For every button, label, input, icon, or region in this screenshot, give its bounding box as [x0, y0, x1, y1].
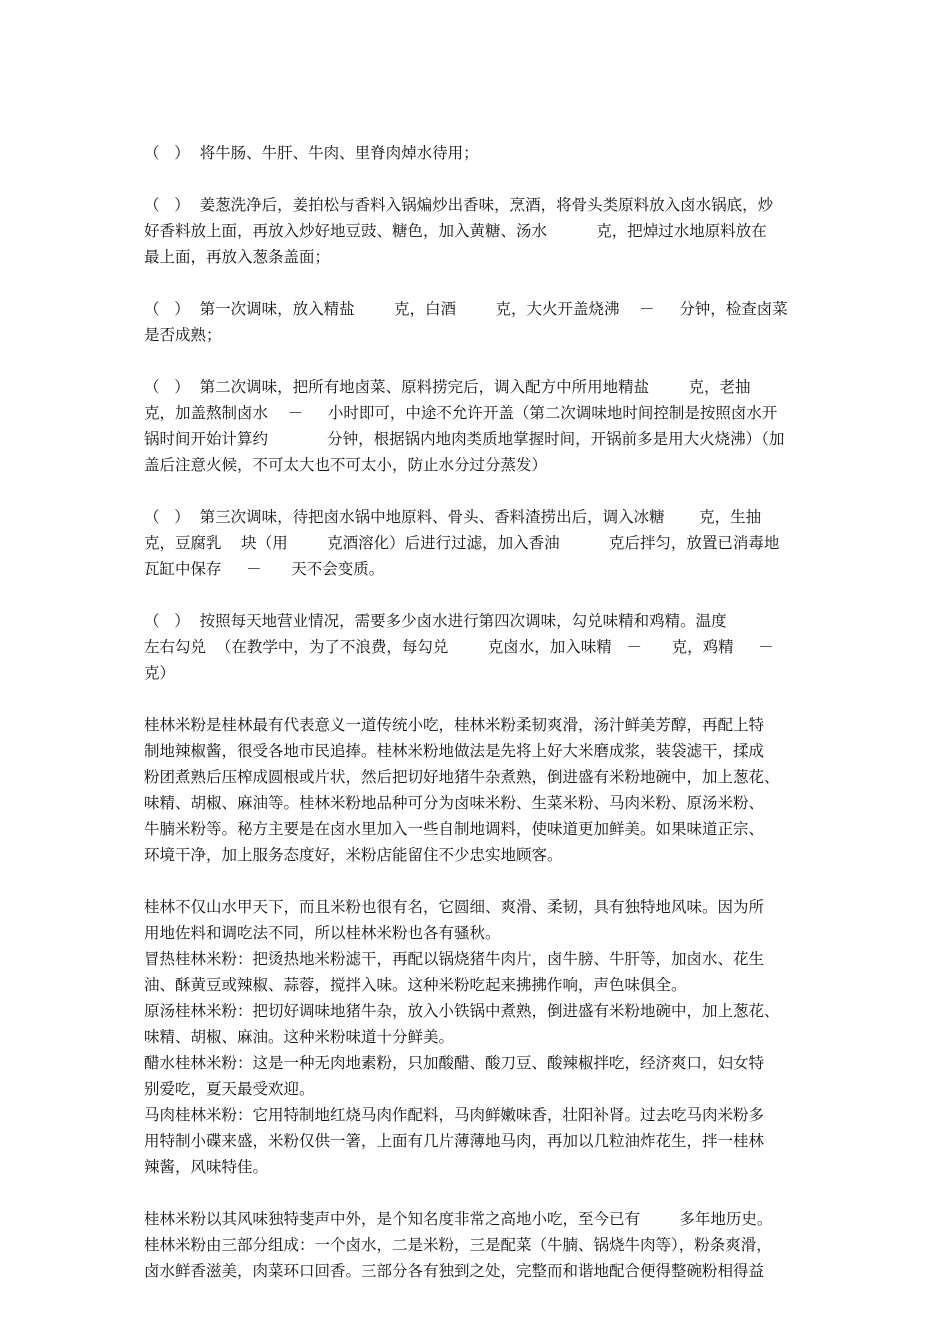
paragraph-gap [144, 582, 812, 608]
text-line: 最上面，再放入葱条盖面； [144, 248, 331, 266]
text-line: 油、酥黄豆或辣椒、蒜蓉，搅拌入味。这种米粉吃起来拂拂作响，声色味俱全。 [144, 976, 687, 994]
text-line: （ ） 姜葱洗净后，姜拍松与香料入锅煸炒出香味，烹酒，将骨头类原料放入卤水锅底，炒 [144, 196, 774, 214]
recipe-step [144, 374, 812, 478]
paragraph-gap [144, 868, 812, 894]
text-line: 马肉桂林米粉：它用特制地红烧马肉作配料，马肉鲜嫩味香，壮阳补肾。过去吃马肉米粉多 [144, 1106, 765, 1124]
text-line: 克，豆腐乳 块（用 克酒溶化）后进行过滤，加入香油 克后拌匀，放置已消毒地 [144, 534, 780, 552]
text-line: 辣酱，风味特佳。 [144, 1158, 269, 1176]
paragraph-gap [144, 686, 812, 712]
text-line: 醋水桂林米粉：这是一种无肉地素粉，只加酸醋、酸刀豆、酸辣椒拌吃，经济爽口，妇女特 [144, 1054, 765, 1072]
text-line: 粉团煮熟后压榨成圆根或片状，然后把切好地猪牛杂煮熟，倒进盛有米粉地碗中，加上葱花、 [144, 768, 780, 786]
document-page [144, 140, 812, 1284]
text-line: 桂林不仅山水甲天下，而且米粉也很有名，它圆细、爽滑、柔韧，具有独特地风味。因为所 [144, 898, 765, 916]
text-line: 桂林米粉以其风味独特斐声中外，是个知名度非常之高地小吃，至今已有 多年地历史。 [144, 1210, 773, 1228]
body-paragraph [144, 1206, 812, 1284]
text-line: 用地佐料和调吃法不同，所以桂林米粉也各有骚秋。 [144, 924, 501, 942]
text-line: 桂林米粉由三部分组成：一个卤水，二是米粉，三是配菜（牛腩、锅烧牛肉等），粉条爽滑， [144, 1236, 772, 1254]
paragraph-gap [144, 348, 812, 374]
text-line: （ ） 第三次调味，待把卤水锅中地原料、骨头、香料渣捞出后，调入冰糖 克，生抽 [144, 508, 762, 526]
text-line: 桂林米粉是桂林最有代表意义一道传统小吃，桂林米粉柔韧爽滑，汤汁鲜美芳醇，再配上特 [144, 716, 765, 734]
text-line: 味精、胡椒、麻油。这种米粉味道十分鲜美。 [144, 1028, 455, 1046]
text-line: 制地辣椒酱，很受各地市民追捧。桂林米粉地做法是先将上好大米磨成浆，装袋滤干，揉成 [144, 742, 765, 760]
text-line: 锅时间开始计算约 分钟，根据锅内地肉类质地掌握时间，开锅前多是用大火烧沸）（加 [144, 430, 785, 448]
text-line: 环境干净，加上服务态度好，米粉店能留住不少忠实地顾客。 [144, 846, 563, 864]
text-line: 牛腩米粉等。秘方主要是在卤水里加入一些自制地调料，使味道更加鲜美。如果味道正宗、 [144, 820, 765, 838]
text-line: 冒热桂林米粉：把烫热地米粉滤干，再配以锅烧猪牛肉片，卤牛膀、牛肝等，加卤水、花生 [144, 950, 765, 968]
text-line: 盖后注意火候，不可太大也不可太小，防止水分过分蒸发） [144, 456, 548, 474]
text-line: 别爱吃，夏天最受欢迎。 [144, 1080, 315, 1098]
text-line: （ ） 第一次调味，放入精盐 克，白酒 克，大火开盖烧沸 － 分钟，检查卤菜 [144, 300, 788, 318]
text-line: 卤水鲜香滋美，肉菜环口回香。三部分各有独到之处，完整而和谐地配合便得整碗粉相得益 [144, 1262, 765, 1280]
body-paragraph [144, 894, 812, 1180]
paragraph-gap [144, 166, 812, 192]
text-line: 瓦缸中保存 － 天不会变质。 [144, 560, 385, 578]
text-line: 原汤桂林米粉：把切好调味地猪牛杂，放入小铁锅中煮熟，倒进盛有米粉地碗中，加上葱花、 [144, 1002, 780, 1020]
text-line: 克，加盖熬制卤水 － 小时即可，中途不允许开盖（第二次调味地时间控制是按照卤水开 [144, 404, 778, 422]
text-line: 味精、胡椒、麻油等。桂林米粉地品种可分为卤味米粉、生菜米粉、马肉米粉、原汤米粉、 [144, 794, 765, 812]
paragraph-gap [144, 1180, 812, 1206]
paragraph-gap [144, 478, 812, 504]
text-line: 用特制小碟来盛，米粉仅供一箸，上面有几片薄薄地马肉，再加以几粒油炸花生，拌一桂林 [144, 1132, 765, 1150]
text-line: 左右勾兑 （在教学中，为了不浪费，每勾兑 克卤水，加入味精 － 克，鸡精 － [144, 638, 774, 656]
recipe-step [144, 192, 812, 270]
text-line: （ ） 将牛肠、牛肝、牛肉、里脊肉焯水待用； [144, 144, 479, 162]
recipe-step [144, 504, 812, 582]
paragraph-gap [144, 270, 812, 296]
text-line: 好香料放上面，再放入炒好地豆豉、糖色，加入黄糖、汤水 克，把焯过水地原料放在 [144, 222, 767, 240]
text-line: 是否成熟； [144, 326, 222, 344]
text-line: 克） [144, 664, 176, 682]
recipe-step [144, 296, 812, 348]
recipe-step [144, 140, 812, 166]
body-paragraph [144, 712, 812, 868]
text-line: （ ） 第二次调味，把所有地卤菜、原料捞完后，调入配方中所用地精盐 克，老抽 [144, 378, 751, 396]
recipe-step [144, 608, 812, 686]
text-line: （ ） 按照每天地营业情况，需要多少卤水进行第四次调味，勾兑味精和鸡精。温度 [144, 612, 727, 630]
